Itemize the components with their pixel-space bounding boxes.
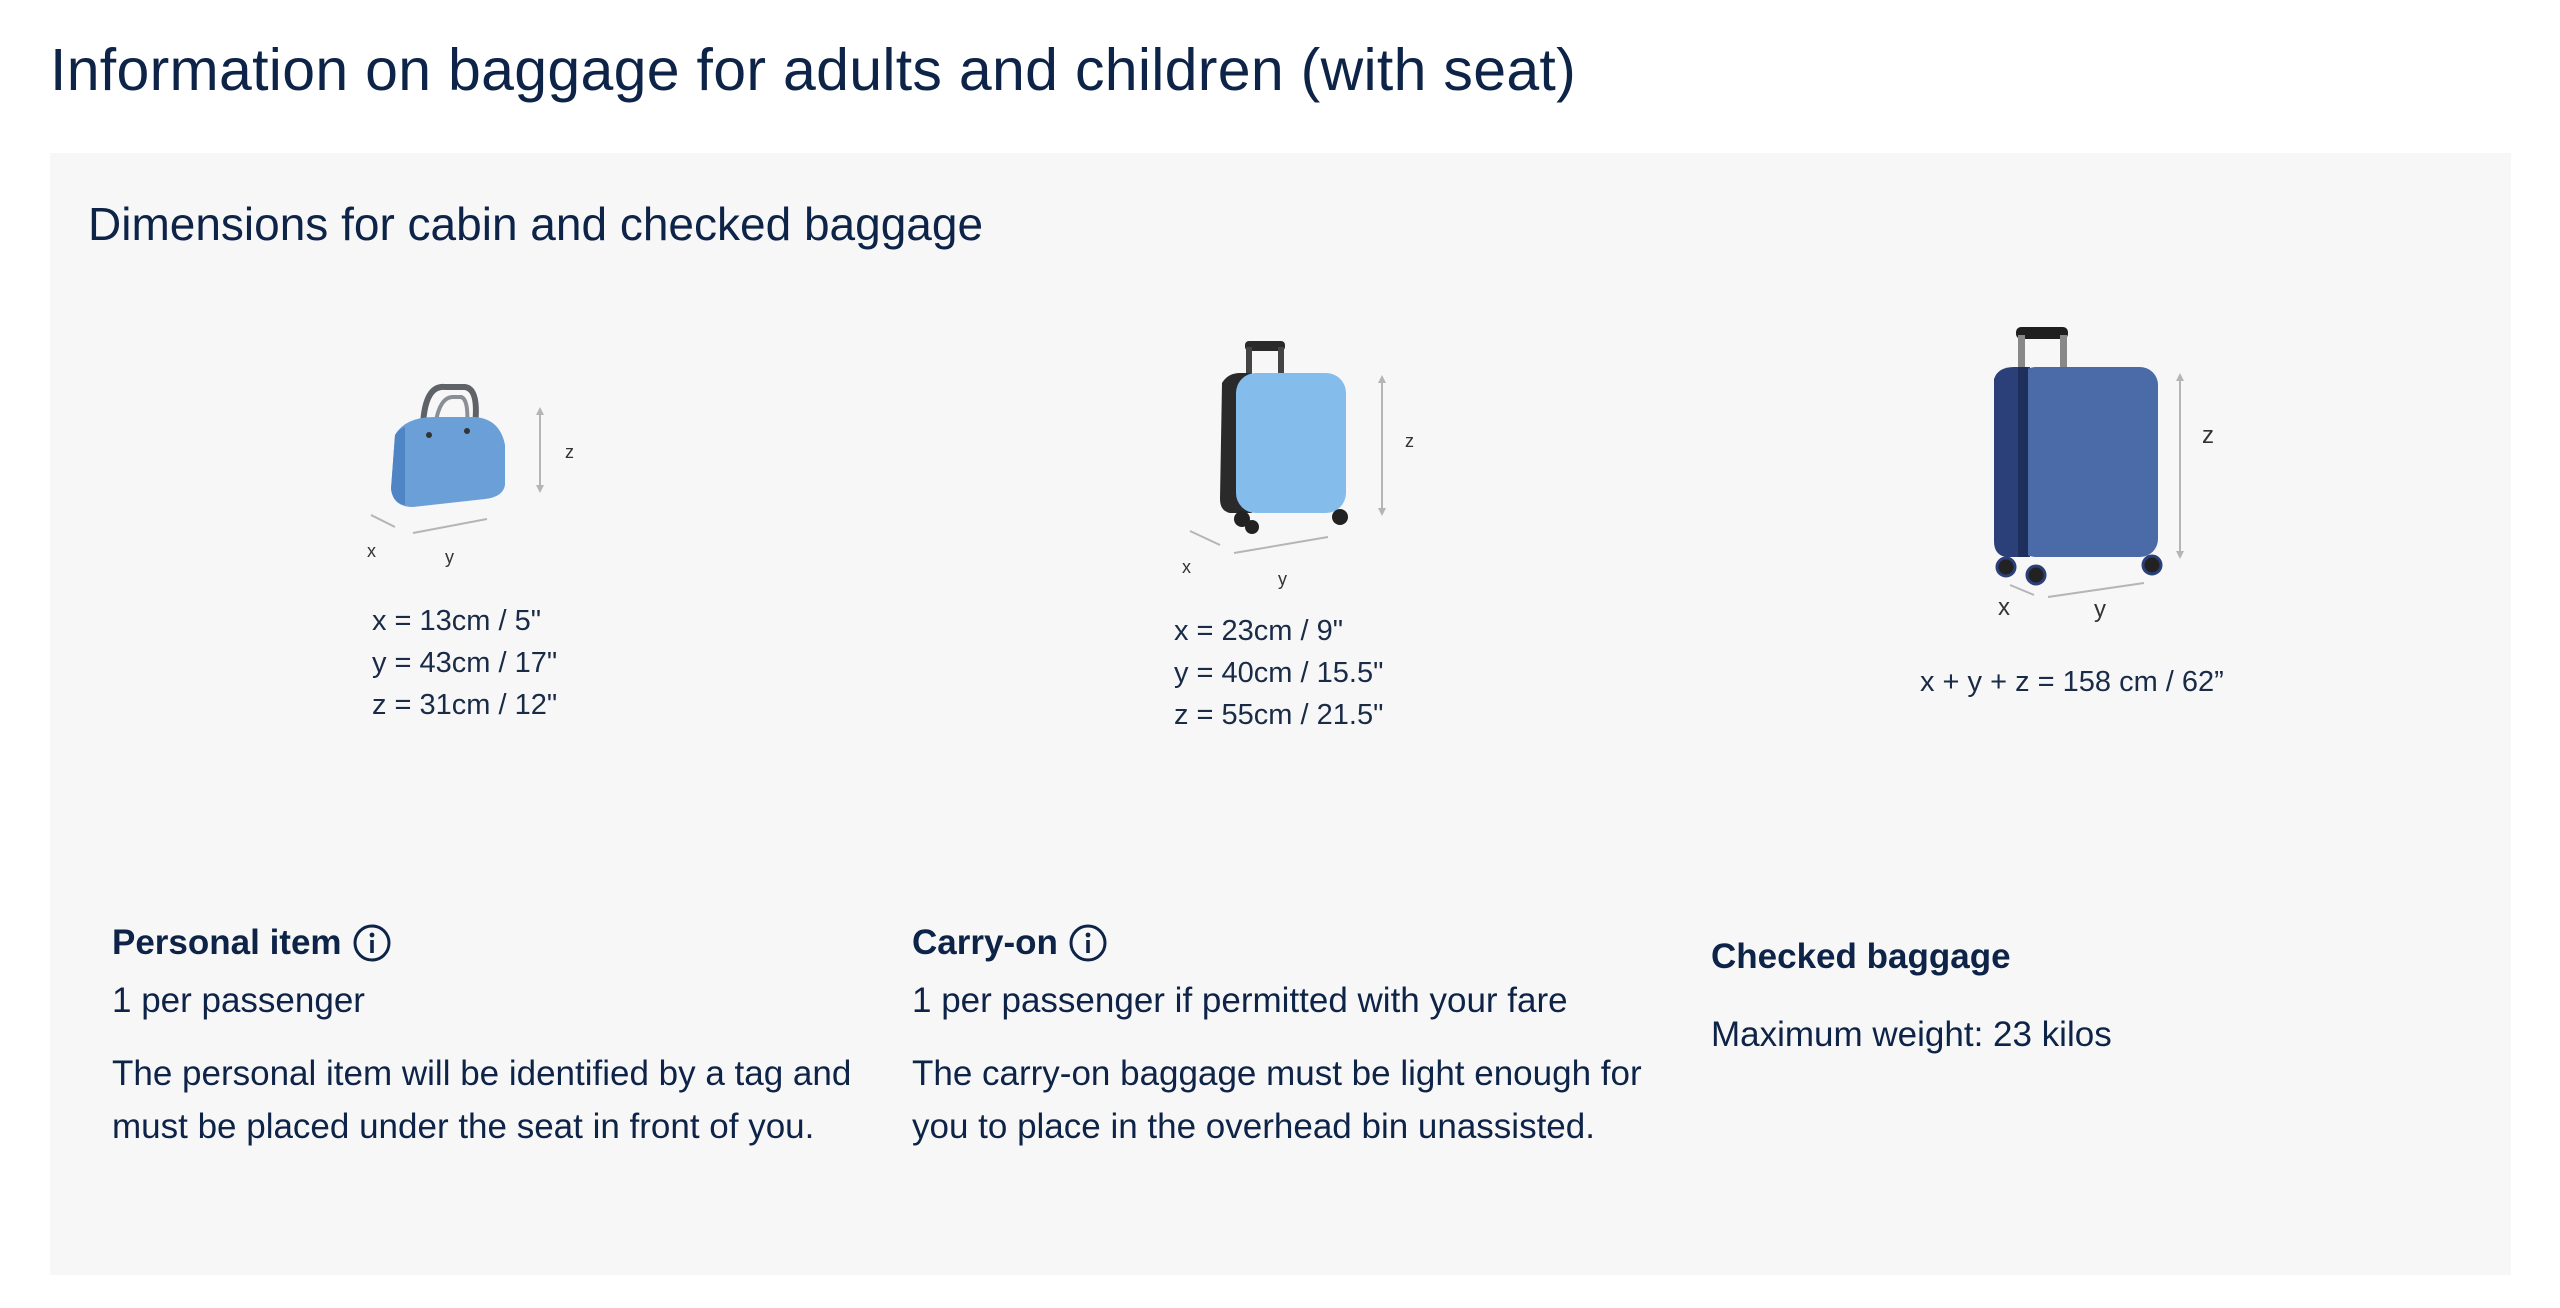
carry-on-subtitle: 1 per passenger if permitted with your fare bbox=[912, 981, 1568, 1020]
info-circle-icon[interactable] bbox=[1068, 923, 1108, 963]
suitcase-body bbox=[1236, 373, 1346, 513]
y-axis-label: y bbox=[1278, 569, 1287, 589]
z-axis-label: z bbox=[2202, 422, 2214, 449]
checked-baggage-subtitle: Maximum weight: 23 kilos bbox=[1711, 1015, 2112, 1054]
x-axis-label: x bbox=[367, 541, 376, 561]
personal-item-dimensions bbox=[372, 600, 557, 726]
carry-on-description: The carry-on baggage must be light enough for you to place in the overhead bin unassisted. bbox=[912, 1054, 1642, 1146]
info-circle-icon[interactable] bbox=[352, 923, 392, 963]
dimension-y: y = 43cm / 17" bbox=[372, 647, 558, 679]
personal-item-heading-row bbox=[112, 923, 872, 963]
checked-baggage-illustration bbox=[1930, 323, 2230, 623]
carry-on-illustration bbox=[1170, 333, 1450, 593]
dimension-x: x = 13cm / 5" bbox=[372, 605, 542, 637]
suitcase-body bbox=[2018, 367, 2158, 557]
dimension-z: z = 55cm / 21.5" bbox=[1174, 699, 1384, 731]
checked-baggage-heading: Checked baggage bbox=[1711, 937, 2011, 976]
checked-baggage-dimensions bbox=[1920, 661, 2224, 703]
dimension-total: x + y + z = 158 cm / 62” bbox=[1920, 666, 2224, 698]
panel-title: Dimensions for cabin and checked baggage bbox=[88, 198, 984, 250]
personal-item-subtitle: 1 per passenger bbox=[112, 981, 365, 1020]
carry-on-dimensions bbox=[1174, 610, 1383, 736]
baggage-dimensions-panel bbox=[50, 153, 2511, 1275]
personal-item-heading: Personal item bbox=[112, 923, 342, 962]
y-axis-label: y bbox=[445, 547, 454, 567]
personal-item-illustration bbox=[365, 365, 645, 567]
dimension-y: y = 40cm / 15.5" bbox=[1174, 657, 1384, 689]
checked-baggage-info bbox=[1711, 937, 2471, 1055]
carry-on-heading-row bbox=[912, 923, 1672, 963]
x-axis-label: x bbox=[1998, 594, 2010, 621]
carry-on-info bbox=[912, 923, 1672, 1153]
carry-on-heading: Carry-on bbox=[912, 923, 1058, 962]
page-title: Information on baggage for adults and children (with seat) bbox=[50, 37, 1577, 103]
dimension-z: z = 31cm / 12" bbox=[372, 689, 558, 721]
x-axis-label: x bbox=[1182, 557, 1191, 577]
bag-body bbox=[391, 417, 505, 507]
checked-baggage-heading-row bbox=[1711, 937, 2471, 977]
z-axis-label: z bbox=[1405, 431, 1414, 451]
dimension-x: x = 23cm / 9" bbox=[1174, 615, 1344, 647]
z-axis-label: z bbox=[565, 442, 574, 462]
personal-item-description: The personal item will be identified by a tag and must be placed under the seat in front of you. bbox=[112, 1054, 852, 1146]
y-axis-label: y bbox=[2094, 596, 2106, 623]
personal-item-info bbox=[112, 923, 872, 1153]
